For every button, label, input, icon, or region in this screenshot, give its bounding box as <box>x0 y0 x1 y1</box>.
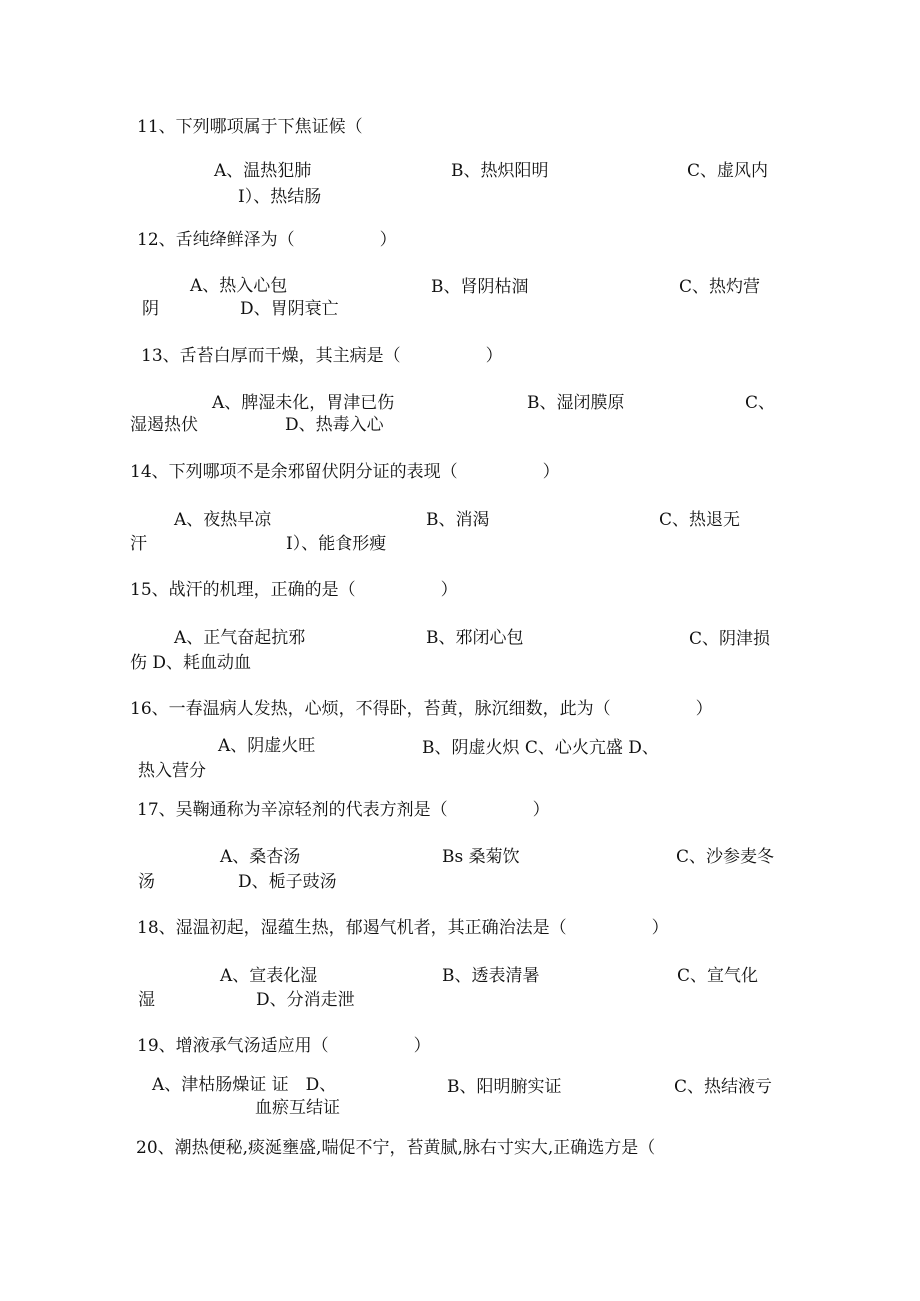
question-18-option-d: D、分消走泄 <box>256 990 355 1010</box>
question-17-option-a: A、桑杏汤 <box>220 847 301 867</box>
question-13-option-d: D、热毒入心 <box>285 415 384 435</box>
question-15-option-a: A、正气奋起抗邪 <box>174 628 306 648</box>
question-17-option-c-cont: 汤 <box>138 872 155 892</box>
question-13-option-a: A、脾湿未化，胃津已伤 <box>212 393 395 413</box>
question-18-option-b: B、透表清暑 <box>442 966 540 986</box>
question-14-option-d: I）、能食形瘦 <box>286 534 387 554</box>
question-19-option-a: A、津枯肠燥证 证 D、 <box>152 1075 337 1095</box>
question-17-stem: 17、吴鞠通称为辛凉轻剂的代表方剂是（ ） <box>137 800 550 820</box>
question-15-option-cd: 伤 D、耗血动血 <box>130 653 252 673</box>
question-11-option-b: B、热炽阳明 <box>451 161 549 181</box>
question-16-option-a: A、阴虚火旺 <box>218 736 316 756</box>
question-18-stem: 18、湿温初起，湿蕴生热，郁遏气机者，其正确治法是（ ） <box>137 918 669 938</box>
question-13-option-c-cont: 湿遏热伏 <box>130 415 198 435</box>
question-13-option-b: B、湿闭膜原 <box>527 393 625 413</box>
question-17-option-c: C、沙参麦冬 <box>676 847 775 867</box>
question-18-option-c-cont: 湿 <box>138 990 155 1010</box>
question-17-option-b: Bs 桑菊饮 <box>442 847 520 867</box>
question-12-option-c: C、热灼营 <box>679 277 761 297</box>
question-19-option-d-cont: 血瘀互结证 <box>255 1098 340 1118</box>
question-14-option-c-cont: 汗 <box>130 534 147 554</box>
question-19-stem: 19、增液承气汤适应用（ ） <box>137 1036 431 1056</box>
question-11-option-a: A、温热犯肺 <box>214 161 312 181</box>
question-16-option-d-cont: 热入营分 <box>138 761 206 781</box>
question-19-option-c: C、热结液亏 <box>674 1077 773 1097</box>
question-18-option-a: A、宣表化湿 <box>220 966 318 986</box>
question-15-stem: 15、战汗的机理，正确的是（ ） <box>130 580 458 600</box>
question-12-stem: 12、舌纯绛鲜泽为（ ） <box>137 230 397 250</box>
question-13-option-c: C、 <box>745 393 776 413</box>
question-12-option-d: D、胃阴衰亡 <box>240 299 339 319</box>
question-13-stem: 13、舌苔白厚而干燥，其主病是（ ） <box>141 346 503 366</box>
question-20-stem: 20、潮热便秘,痰涎壅盛,喘促不宁，苔黄腻,脉右寸实大,正确选方是（ <box>136 1138 656 1158</box>
question-12-option-a: A、热入心包 <box>190 276 288 296</box>
question-19-option-b: B、阳明腑实证 <box>447 1077 562 1097</box>
question-15-option-c: C、阴津损 <box>689 629 771 649</box>
question-14-option-b: B、消渴 <box>426 510 490 530</box>
question-16-options-bcd: B、阴虚火炽 C、心火亢盛 D、 <box>422 738 659 758</box>
question-14-option-c: C、热退无 <box>659 510 741 530</box>
question-16-stem: 16、一春温病人发热，心烦，不得卧，苔黄，脉沉细数，此为（ ） <box>130 699 713 719</box>
question-14-option-a: A、夜热早凉 <box>174 510 272 530</box>
question-11-option-c: C、虚风内 <box>687 161 769 181</box>
question-18-option-c: C、宣气化 <box>677 966 759 986</box>
question-12-option-c-cont: 阴 <box>142 299 159 319</box>
question-11-stem: 11、下列哪项属于下焦证候（ <box>137 117 363 137</box>
question-11-option-d: I）、热结肠 <box>238 187 322 207</box>
question-15-option-b: B、邪闭心包 <box>426 628 524 648</box>
question-12-option-b: B、肾阴枯涸 <box>431 277 529 297</box>
question-14-stem: 14、下列哪项不是余邪留伏阴分证的表现（ ） <box>130 462 560 482</box>
question-17-option-d: D、栀子豉汤 <box>238 872 337 892</box>
